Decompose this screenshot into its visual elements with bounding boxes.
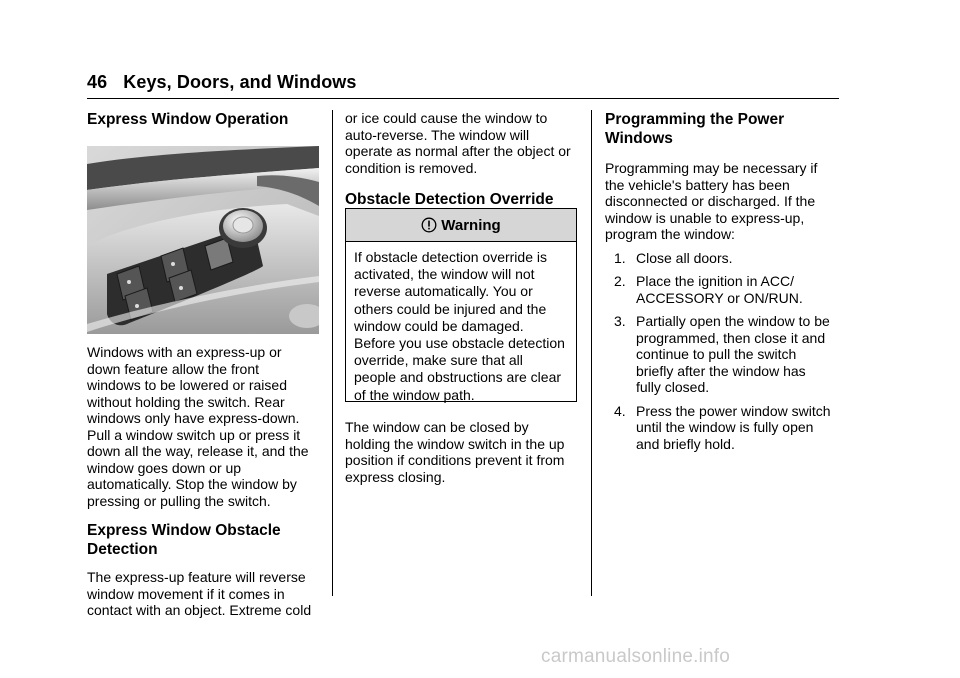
list-item — [605, 313, 845, 396]
text-line: operate as normal after the object or — [345, 143, 571, 159]
express-paragraph — [87, 344, 327, 509]
column-divider-2 — [591, 110, 592, 596]
column-1-text — [87, 344, 327, 619]
text-line: Pull a window switch up or press it — [87, 426, 301, 443]
text-line: auto-reverse. The window will — [345, 126, 530, 143]
column-divider-1 — [332, 110, 333, 596]
step-line: and briefly hold. — [636, 435, 735, 452]
text-line: or ice could cause the window to — [345, 110, 548, 126]
text-line: window movement if it comes in — [87, 585, 285, 602]
text-line: Programming may be necessary if — [605, 160, 818, 176]
warning-line: window could be damaged. — [354, 317, 524, 334]
obstacle-paragraph — [87, 569, 327, 619]
heading-line: Detection — [87, 541, 158, 558]
warning-icon — [421, 217, 437, 233]
step-line: continue to pull the switch — [636, 346, 797, 362]
text-line: Windows with an express-up or — [87, 344, 282, 360]
step-line: Press the power window switch — [636, 402, 831, 419]
column-2-closing — [345, 419, 585, 485]
text-line: holding the window switch in the up — [345, 435, 565, 452]
step-line: Partially open the window to be — [636, 313, 830, 329]
column-2 — [345, 110, 585, 209]
step-number: 2. — [614, 273, 626, 289]
text-line: condition is removed. — [345, 159, 478, 176]
list-item — [605, 250, 845, 267]
heading-line: Express Window Obstacle — [87, 522, 281, 539]
text-line: down feature allow the front — [87, 360, 259, 377]
header-rule — [87, 98, 839, 99]
heading-obstacle-detection-override: Obstacle Detection Override — [345, 191, 554, 208]
warning-header — [346, 209, 576, 242]
text-line: pressing or pulling the switch. — [87, 492, 271, 509]
warning-title: Warning — [441, 216, 501, 234]
text-line: window is unable to express-up, — [605, 209, 805, 226]
text-line: contact with an object. Extreme cold — [87, 602, 312, 618]
step-line: briefly after the window has — [636, 362, 806, 379]
window-switch-photo — [87, 146, 319, 334]
step-number: 4. — [614, 402, 626, 419]
heading-line: Windows — [605, 130, 673, 147]
column-3 — [605, 110, 845, 459]
heading-express-window-operation: Express Window Operation — [87, 111, 289, 128]
warning-line: people and obstructions are clear — [354, 369, 562, 386]
text-line: The window can be closed by — [345, 419, 529, 435]
heading-programming-power-windows — [605, 110, 845, 148]
warning-line: activated, the window will not — [354, 266, 535, 283]
list-item — [605, 273, 845, 306]
text-line: window goes down or up — [87, 459, 242, 476]
step-number: 1. — [614, 249, 626, 266]
text-line: automatically. Stop the window by — [87, 476, 297, 492]
step-line: until the window is fully open — [636, 419, 814, 435]
warning-line: of the window path. — [354, 386, 475, 403]
heading-express-window-obstacle-detection — [87, 521, 327, 559]
text-line: the vehicle's battery has been — [605, 176, 790, 193]
step-line: ACCESSORY or ON/RUN. — [636, 289, 803, 306]
step-line: Close all doors. — [636, 249, 733, 266]
step-number: 3. — [614, 313, 626, 329]
section-title: Keys, Doors, and Windows — [123, 72, 357, 92]
step-line: programmed, then close it and — [636, 329, 826, 346]
text-line: disconnected or discharged. If the — [605, 193, 816, 209]
step-line: Place the ignition in ACC/ — [636, 273, 794, 289]
watermark: carmanualsonline.info — [541, 646, 731, 667]
warning-line: reverse automatically. You or — [354, 283, 533, 300]
warning-line: If obstacle detection override is — [354, 249, 547, 265]
warning-box — [345, 208, 577, 402]
text-line: position if conditions prevent it from — [345, 452, 565, 468]
text-line: without holding the switch. Rear — [87, 393, 285, 410]
warning-line: Before you use obstacle detection — [354, 335, 565, 352]
text-line: express closing. — [345, 468, 446, 485]
list-item — [605, 403, 845, 453]
warning-body — [346, 242, 576, 404]
text-line: down all the way, release it, and the — [87, 443, 309, 459]
text-line: The express-up feature will reverse — [87, 569, 306, 585]
page-header — [87, 72, 357, 93]
closing-paragraph — [345, 419, 585, 485]
warning-line: override, make sure that all — [354, 352, 523, 369]
page-number: 46 — [87, 72, 108, 92]
text-line: windows only have express-down. — [87, 410, 300, 426]
intro-paragraph — [605, 160, 845, 243]
text-line: windows to be lowered or raised — [87, 377, 287, 393]
continued-paragraph — [345, 110, 585, 176]
text-line: program the window: — [605, 226, 735, 242]
heading-line: Programming the Power — [605, 111, 785, 128]
warning-line: others could be injured and the — [354, 300, 547, 317]
steps-list — [605, 250, 845, 453]
step-line: fully closed. — [636, 379, 710, 395]
window-switch-illustration — [87, 146, 319, 334]
column-1 — [87, 110, 323, 129]
